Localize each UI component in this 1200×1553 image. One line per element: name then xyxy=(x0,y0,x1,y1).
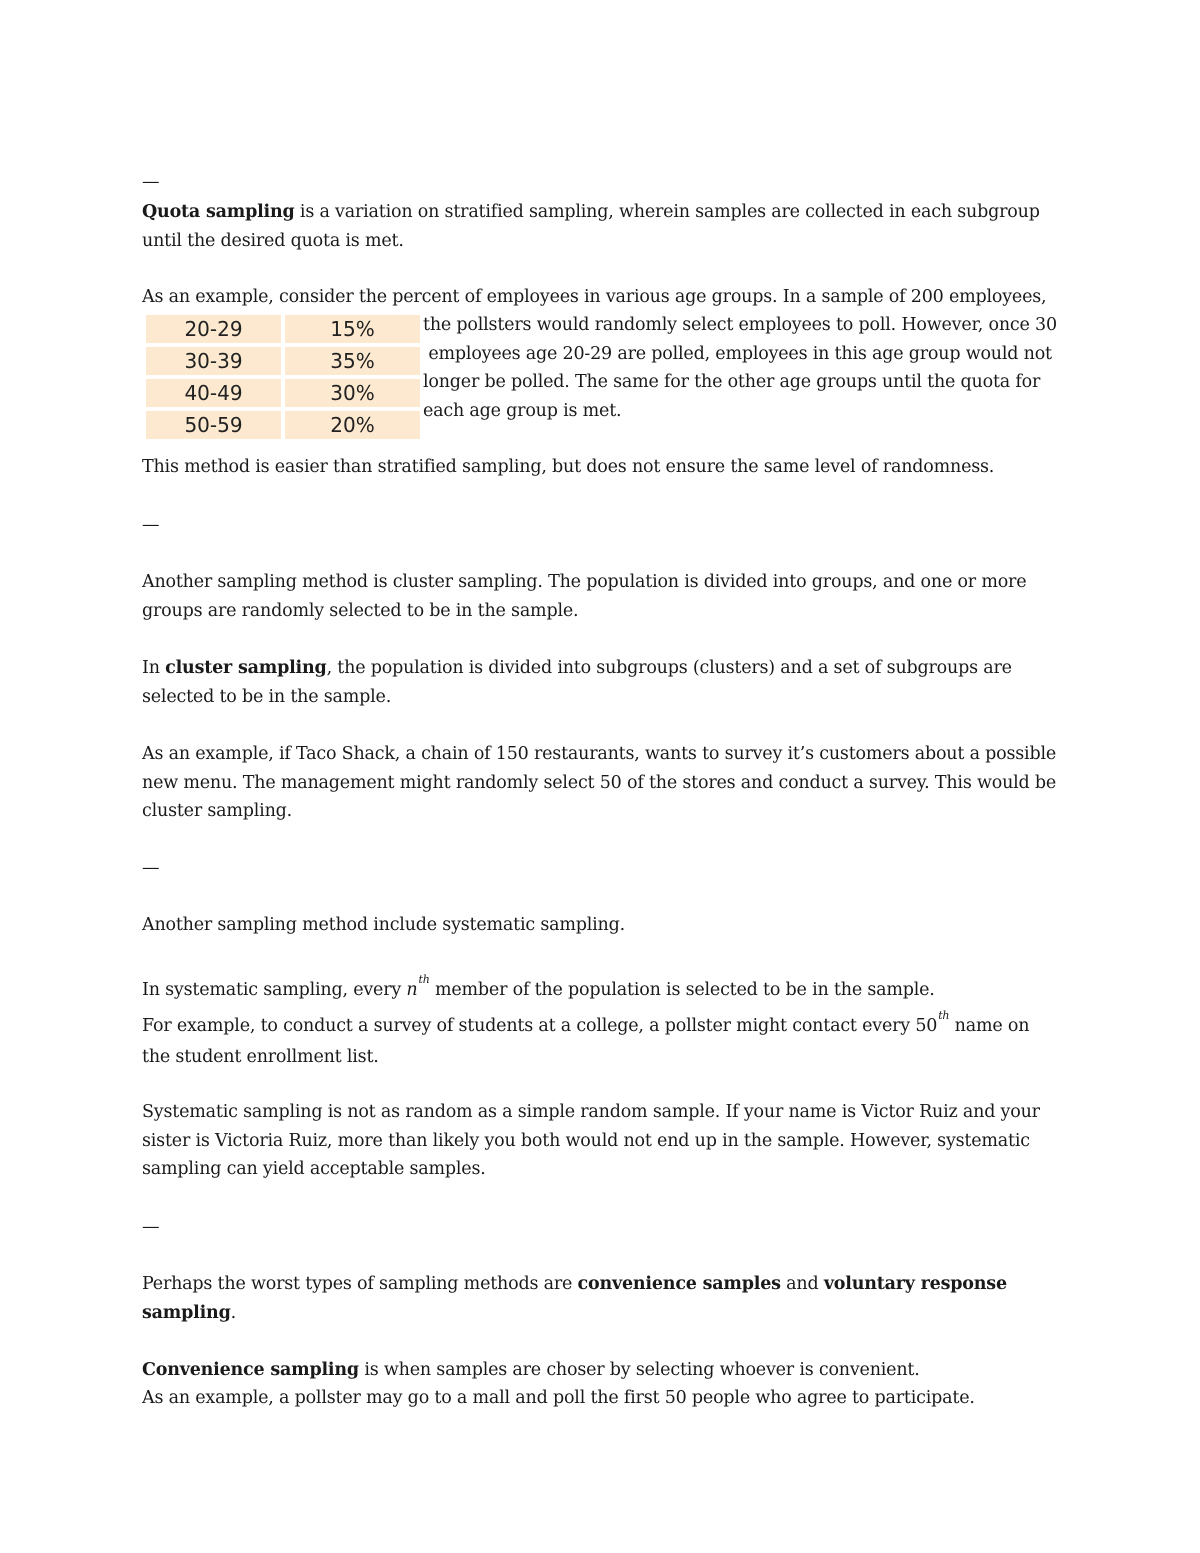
cluster-intro: Another sampling method is cluster sampling. The population is divided into groups, and one or more groups are randomly selected to be in the sample. xyxy=(142,572,1027,621)
percent-cell: 20% xyxy=(285,411,420,439)
quota-example-line: longer be polled. The same for the other age groups until the quota for xyxy=(423,372,1041,392)
convenience-example: As an example, a pollster may go to a mall and poll the first 50 people who agree to participate. xyxy=(142,1388,975,1408)
quota-example-line: employees age 20-29 are polled, employees in this age group would not xyxy=(423,344,1052,364)
systematic-caveat: Systematic sampling is not as random as a simple random sample. If your name is Victor Ruiz and your sister is Victoria Ruiz, more than likely you both would not end up in the sample. However, systematic sampling can yield acceptable samples. xyxy=(142,1102,1040,1179)
table-row xyxy=(146,347,420,375)
age-cell: 40-49 xyxy=(146,379,281,407)
percent-cell: 30% xyxy=(285,379,420,407)
quota-definition: Quota sampling is a variation on stratified sampling, wherein samples are collected in each subgroup until the desired quota is met. xyxy=(142,202,1040,251)
quota-example-line: the pollsters would randomly select employees to poll. However, once 30 xyxy=(423,315,1057,335)
cluster-definition: In cluster sampling, the population is divided into subgroups (clusters) and a set of subgroups are selected to be in the sample. xyxy=(142,658,1012,707)
table-row xyxy=(146,315,420,343)
age-cell: 30-39 xyxy=(146,347,281,375)
age-quota-table xyxy=(142,311,424,443)
table-row xyxy=(146,379,420,407)
systematic-intro: Another sampling method include systematic sampling. xyxy=(142,915,625,935)
systematic-definition: In systematic sampling, every $n^{th}$ member of the population is selected to be in the sample. xyxy=(142,973,935,1000)
section-separator: — xyxy=(142,172,160,192)
convenience-definition: Convenience sampling is when samples are choser by selecting whoever is convenient. xyxy=(142,1360,920,1380)
age-cell: 50-59 xyxy=(146,411,281,439)
convenience-intro: Perhaps the worst types of sampling methods are convenience samples and voluntary response sampling. xyxy=(142,1274,1007,1323)
quota-example-line: each age group is met. xyxy=(423,401,622,421)
convenience-term: Convenience sampling xyxy=(142,1360,359,1380)
cluster-example: As an example, if Taco Shack, a chain of 150 restaurants, wants to survey it’s customers about a possible new menu. The management might randomly select 50 of the stores and conduct a survey. This would be cluster sampling. xyxy=(142,744,1057,821)
table-row xyxy=(146,411,420,439)
systematic-example: For example, to conduct a survey of students at a college, a pollster might contact every 50th name on the student enrollment list. xyxy=(142,1009,1030,1067)
percent-cell: 35% xyxy=(285,347,420,375)
quota-conclusion: This method is easier than stratified sampling, but does not ensure the same level of randomness. xyxy=(142,457,995,477)
percent-cell: 15% xyxy=(285,315,420,343)
age-cell: 20-29 xyxy=(146,315,281,343)
quota-term: Quota sampling xyxy=(142,202,295,222)
section-separator: — xyxy=(142,858,160,878)
section-separator: — xyxy=(142,1217,160,1237)
cluster-term: cluster sampling xyxy=(165,658,327,678)
quota-example-intro: As an example, consider the percent of employees in various age groups. In a sample of 200 employees, xyxy=(142,287,1047,307)
section-separator: — xyxy=(142,515,160,535)
